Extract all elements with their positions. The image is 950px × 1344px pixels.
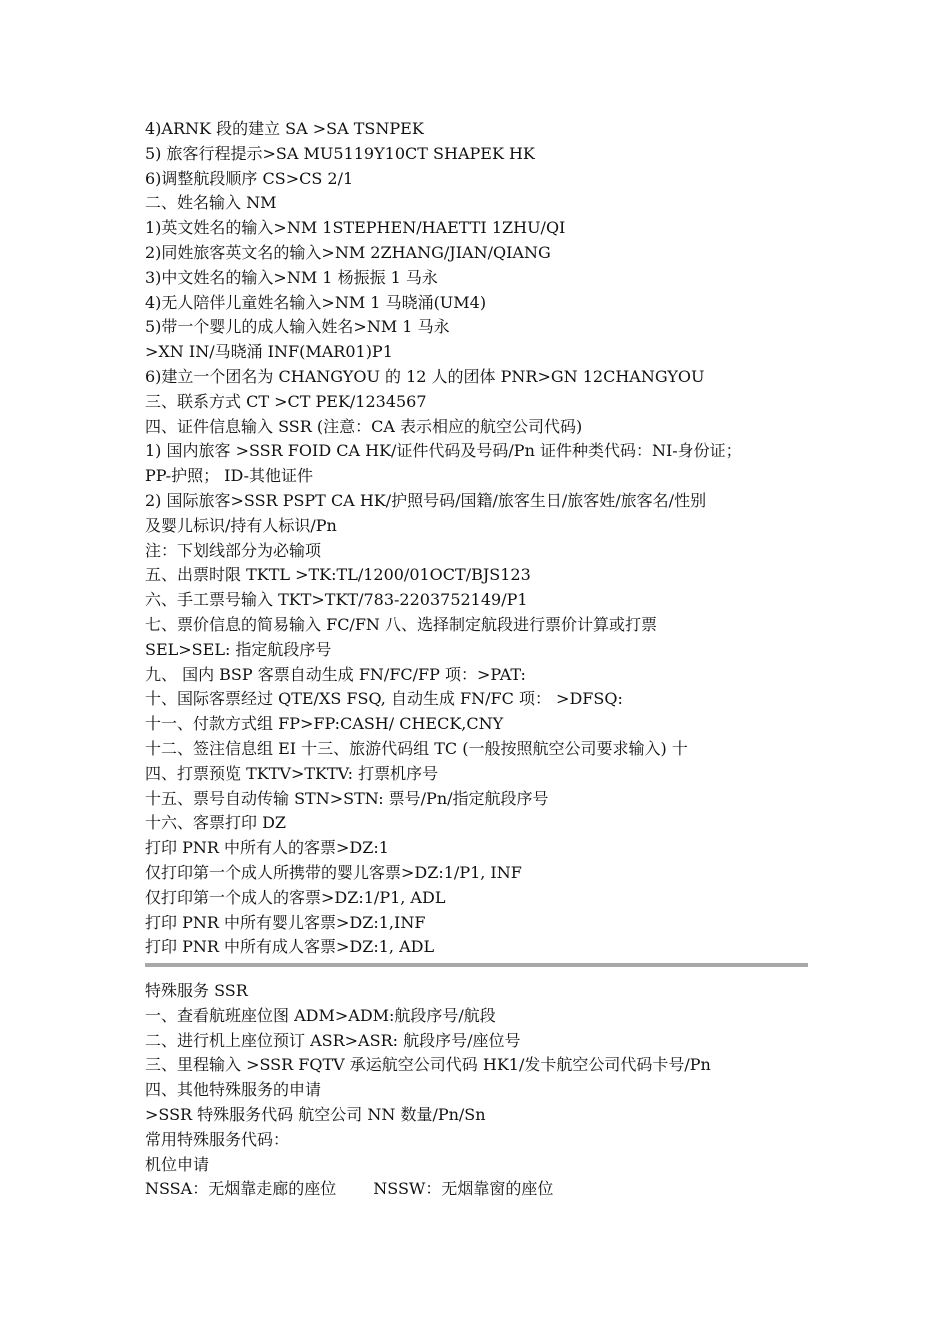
- text-line: 1)英文姓名的输入>NM 1STEPHEN/HAETTI 1ZHU/QI: [145, 218, 566, 238]
- text-line: 二、进行机上座位预订 ASR>ASR: 航段序号/座位号: [145, 1030, 521, 1050]
- text-line: 4)ARNK 段的建立 SA >SA TSNPEK: [145, 119, 424, 138]
- text-line: 1) 国内旅客 >SSR FOID CA HK/证件代码及号码/Pn 证件种类代码：NI-身份证；: [145, 441, 742, 461]
- special-service-section: [145, 979, 815, 1202]
- text-line: 二、姓名输入 NM: [145, 193, 277, 213]
- text-line: 四、证件信息输入 SSR (注意：CA 表示相应的航空公司代码): [145, 416, 583, 436]
- text-line: 十二、签注信息组 EI 十三、旅游代码组 TC (一般按照航空公司要求输入) 十: [145, 738, 688, 758]
- text-line: 机位申请: [145, 1154, 210, 1174]
- text-line: 3)中文姓名的输入>NM 1 杨振振 1 马永: [145, 267, 438, 287]
- text-line: 仅打印第一个成人的客票>DZ:1/P1, ADL: [145, 887, 446, 907]
- text-line: 5) 旅客行程提示>SA MU5119Y10CT SHAPEK HK: [145, 143, 535, 163]
- text-line: 特殊服务 SSR: [145, 981, 248, 1001]
- text-line: 6)调整航段顺序 CS>CS 2/1: [145, 168, 354, 188]
- text-line: 三、联系方式 CT >CT PEK/1234567: [145, 391, 427, 411]
- text-line: 五、出票时限 TKTL >TK:TL/1200/01OCT/BJS123: [145, 565, 531, 585]
- text-line: 5)带一个婴儿的成人输入姓名>NM 1 马永: [145, 317, 450, 337]
- text-line: 注：下划线部分为必输项: [145, 540, 322, 560]
- text-line: >SSR 特殊服务代码 航空公司 NN 数量/Pn/Sn: [145, 1105, 486, 1125]
- section-divider: [145, 963, 808, 967]
- text-line: 及婴儿标识/持有人标识/Pn: [145, 515, 337, 535]
- text-line: 十、国际客票经过 QTE/XS FSQ, 自动生成 FN/FC 项： >DFSQ:: [145, 689, 623, 709]
- text-line: >XN IN/马晓涌 INF(MAR01)P1: [145, 342, 393, 362]
- text-line: 十一、付款方式组 FP>FP:CASH/ CHECK,CNY: [145, 714, 504, 734]
- text-line: 十五、票号自动传输 STN>STN: 票号/Pn/指定航段序号: [145, 788, 549, 808]
- text-line: SEL>SEL: 指定航段序号: [145, 639, 332, 659]
- text-line: 一、查看航班座位图 ADM>ADM:航段序号/航段: [145, 1005, 496, 1025]
- text-line: 六、手工票号输入 TKT>TKT/783-2203752149/P1: [145, 590, 528, 610]
- text-line: 6)建立一个团名为 CHANGYOU 的 12 人的团体 PNR>GN 12CHANGYOU: [145, 366, 705, 386]
- text-line: 仅打印第一个成人所携带的婴儿客票>DZ:1/P1, INF: [145, 862, 522, 882]
- text-line: 2) 国际旅客>SSR PSPT CA HK/护照号码/国籍/旅客生日/旅客姓/旅客名/性别: [145, 490, 707, 510]
- text-line: NSSA：无烟靠走廊的座位 NSSW：无烟靠窗的座位: [145, 1179, 554, 1199]
- text-line: 七、票价信息的简易输入 FC/FN 八、选择制定航段进行票价计算或打票: [145, 614, 658, 634]
- text-line: 三、里程输入 >SSR FQTV 承运航空公司代码 HK1/发卡航空公司代码卡号/Pn: [145, 1055, 711, 1075]
- text-line: 十六、客票打印 DZ: [145, 813, 287, 833]
- text-line: 常用特殊服务代码：: [145, 1129, 290, 1149]
- text-line: 四、其他特殊服务的申请: [145, 1080, 322, 1100]
- text-line: 四、打票预览 TKTV>TKTV: 打票机序号: [145, 763, 439, 783]
- document-page: [145, 117, 815, 1202]
- text-line: PP-护照； ID-其他证件: [145, 466, 314, 486]
- command-reference-section: [145, 117, 815, 960]
- text-line: 打印 PNR 中所有人的客票>DZ:1: [145, 838, 389, 858]
- text-line: 4)无人陪伴儿童姓名输入>NM 1 马晓涌(UM4): [145, 292, 487, 312]
- text-line: 打印 PNR 中所有婴儿客票>DZ:1,INF: [145, 912, 426, 932]
- text-line: 九、 国内 BSP 客票自动生成 FN/FC/FP 项：>PAT:: [145, 664, 526, 684]
- text-line: 2)同姓旅客英文名的输入>NM 2ZHANG/JIAN/QIANG: [145, 242, 551, 262]
- text-line: 打印 PNR 中所有成人客票>DZ:1, ADL: [145, 937, 435, 957]
